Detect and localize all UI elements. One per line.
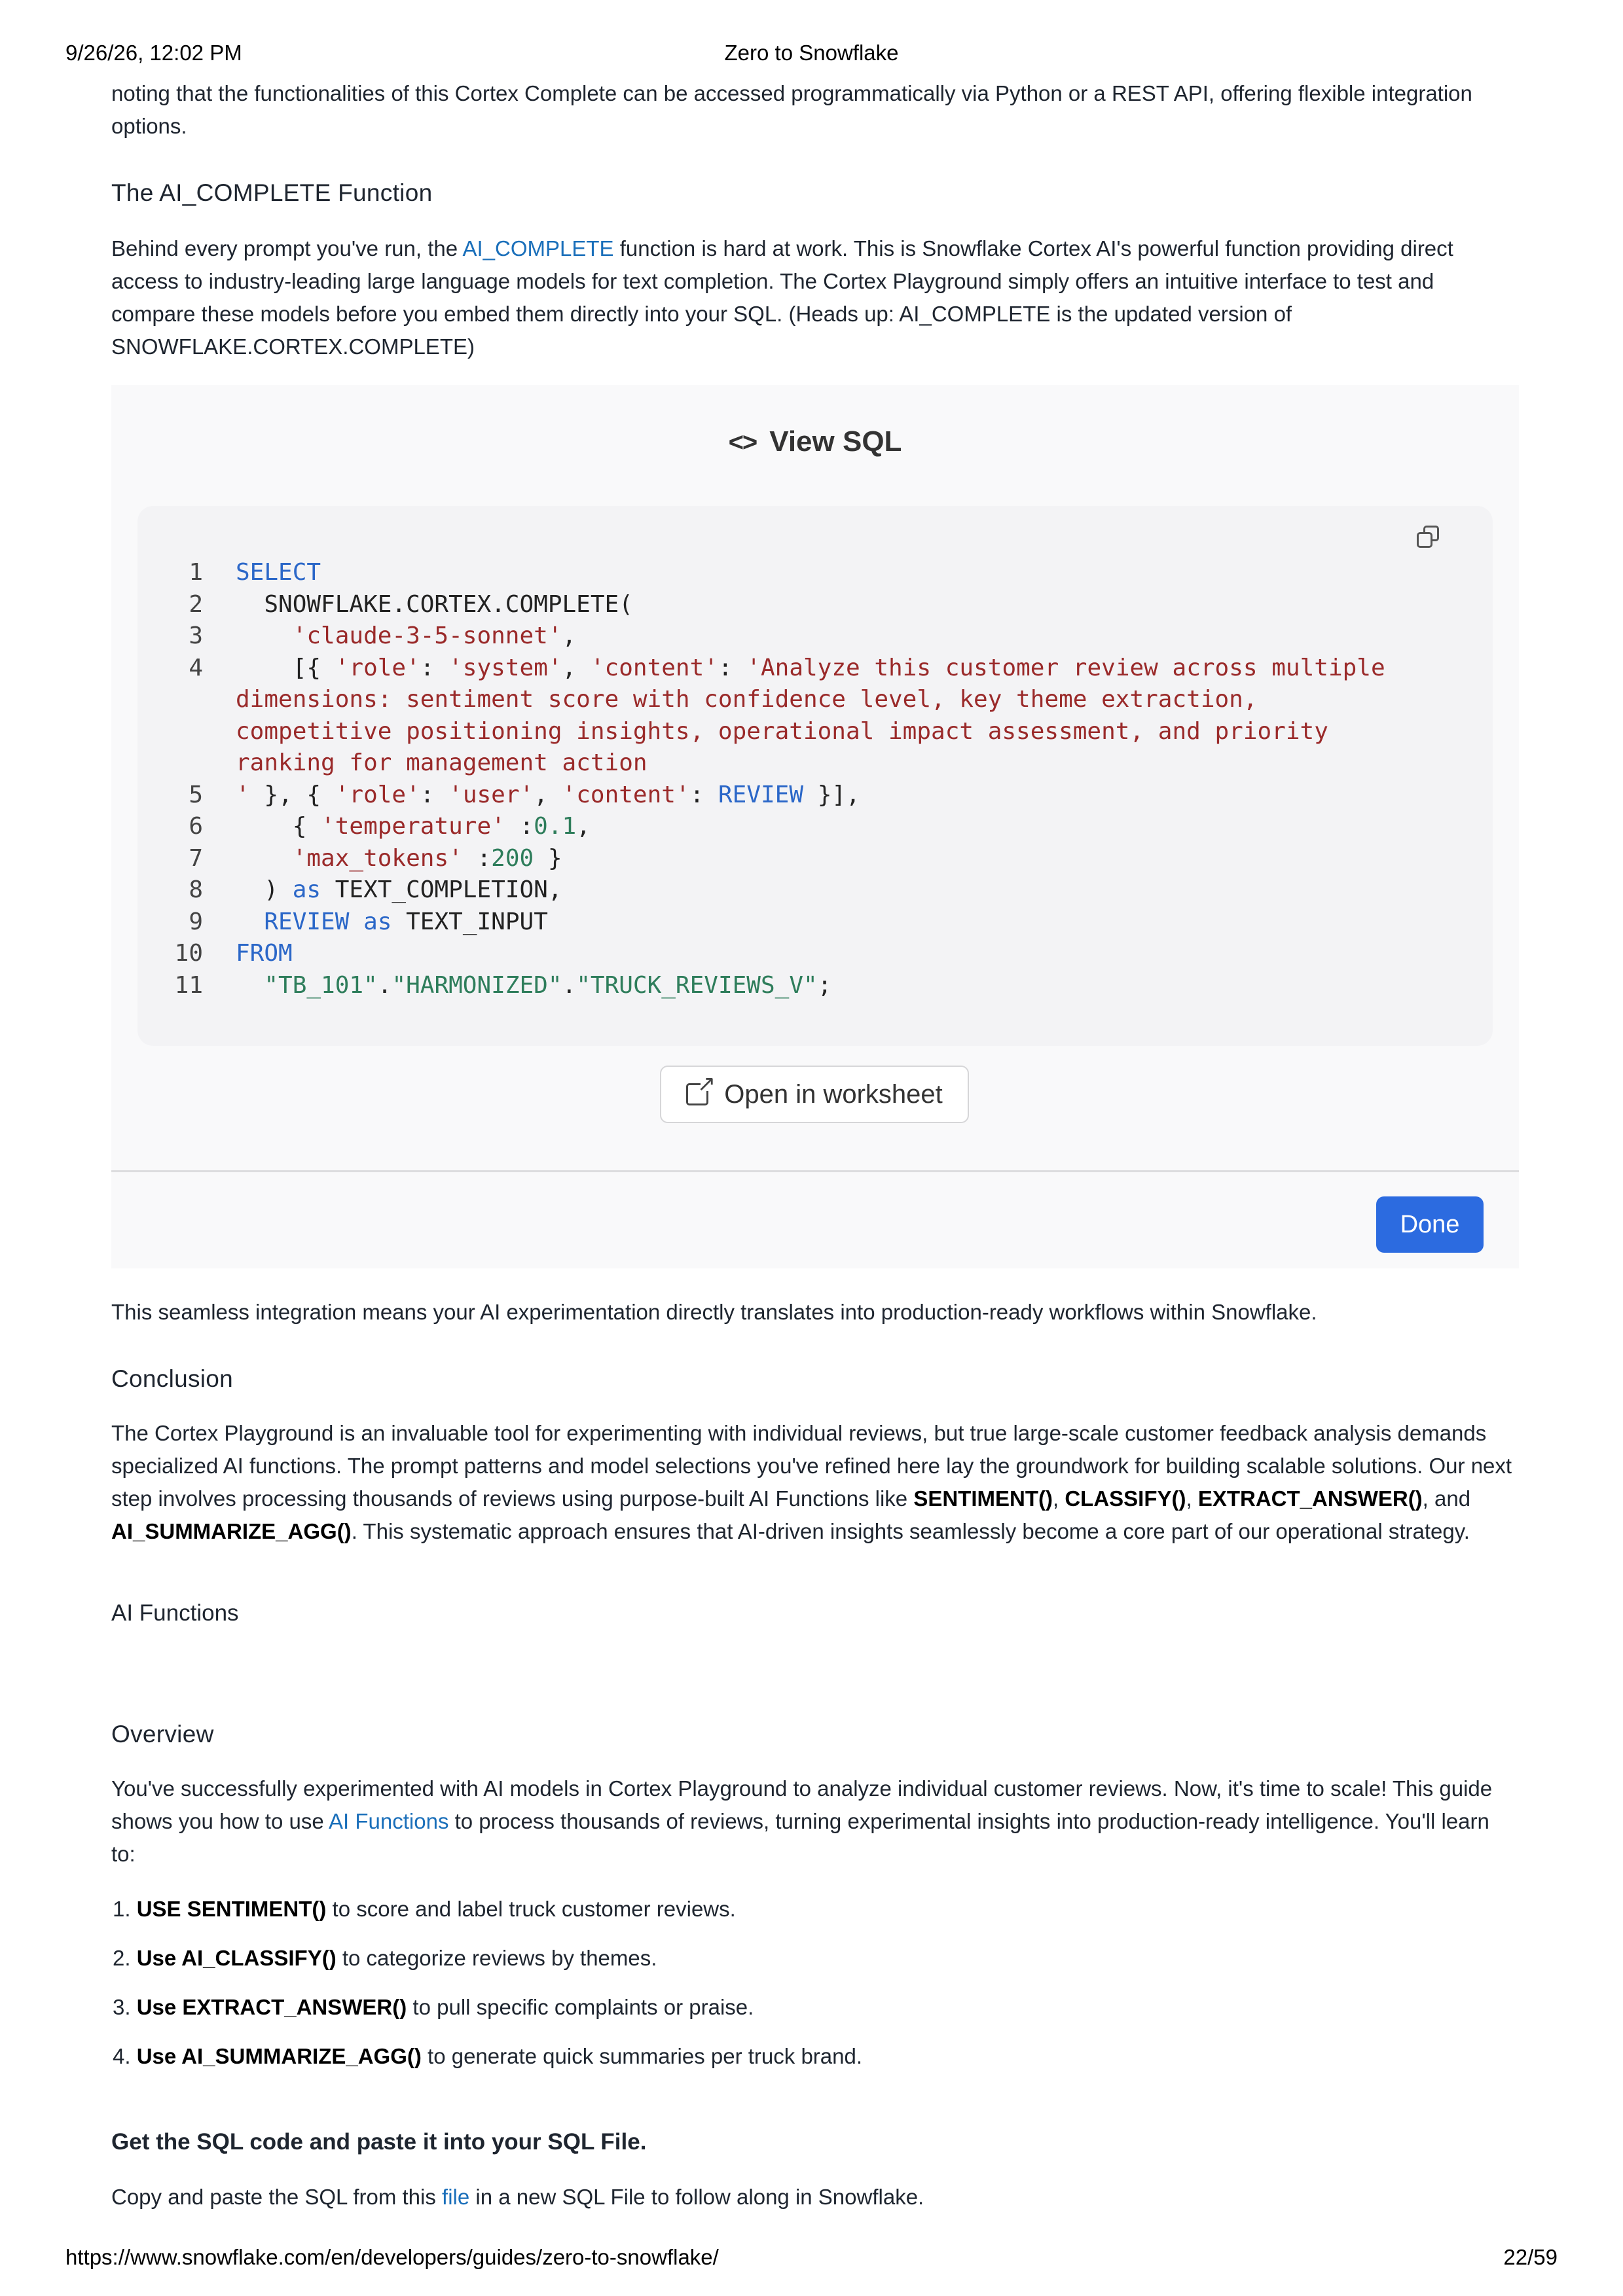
line-number: 6: [189, 813, 203, 840]
ai-functions-link[interactable]: AI Functions: [329, 1809, 449, 1833]
overview-list: [113, 1893, 1520, 2073]
code-token: :: [718, 654, 747, 681]
line-number: 2: [189, 590, 203, 618]
code-token: [236, 908, 264, 935]
list-number: 3.: [113, 1995, 131, 2019]
line-number: 8: [189, 876, 203, 903]
code-token: "HARMONIZED": [392, 971, 562, 999]
code-token: REVIEW: [264, 908, 350, 935]
panel-divider: [111, 1170, 1519, 1172]
code-token: 'Analyze this customer review across multiple: [746, 654, 1385, 681]
intro-line-1: noting that the functionalities of this Cortex Complete can be accessed programmatically via Python or a REST API, offering flexible integration: [111, 81, 1472, 105]
conclusion-text: ,: [1052, 1486, 1065, 1511]
open-in-worksheet-label: Open in worksheet: [724, 1079, 943, 1109]
conclusion-text: specialized AI functions. The prompt patterns and model selections you've refined here lay the groundwork for building scalable solutions. Our next: [111, 1454, 1512, 1478]
code-token: }, {: [264, 781, 335, 808]
list-item: [113, 1893, 1520, 1926]
line-number: 1: [189, 559, 203, 586]
conclusion-bold: EXTRACT_ANSWER(): [1197, 1486, 1423, 1511]
code-token: as: [363, 908, 392, 935]
code-token: 'role': [335, 781, 420, 808]
code-token: ): [236, 876, 293, 903]
list-number: 2.: [113, 1946, 131, 1970]
code-token: :: [420, 654, 449, 681]
list-bold: Use AI_SUMMARIZE_AGG(): [136, 2044, 422, 2068]
conclusion-text: , and: [1422, 1486, 1471, 1511]
code-token: 'role': [335, 654, 420, 681]
code-token: SELECT: [236, 559, 321, 586]
list-text: to categorize reviews by themes.: [336, 1946, 657, 1970]
ai-functions-heading: AI Functions: [111, 1600, 239, 1626]
conclusion-heading: Conclusion: [111, 1365, 234, 1392]
ai-complete-paragraph: [111, 232, 1525, 363]
conclusion-text: ,: [1186, 1486, 1198, 1511]
code-token: "TB_101": [264, 971, 378, 999]
copy-icon[interactable]: [1417, 526, 1440, 549]
code-token: [349, 908, 363, 935]
list-bold: USE SENTIMENT(): [136, 1897, 327, 1921]
code-token: 200: [491, 844, 534, 872]
code-token: TEXT_INPUT: [392, 908, 548, 935]
list-item: [113, 2040, 1520, 2073]
code-token: }],: [803, 781, 860, 808]
open-in-worksheet-button[interactable]: [660, 1066, 969, 1123]
list-text: to score and label truck customer reviews.: [326, 1897, 736, 1921]
code-token: dimensions: sentiment score with confidence level, key theme extraction,: [236, 686, 1258, 713]
external-link-icon: [686, 1083, 708, 1105]
print-datetime: 9/26/26, 12:02 PM: [65, 41, 242, 65]
overview-heading: Overview: [111, 1721, 214, 1748]
list-number: 4.: [113, 2044, 131, 2068]
code-token: 'claude-3-5-sonnet': [236, 622, 562, 649]
code-token: ,: [562, 622, 577, 649]
intro-paragraph: [111, 77, 1519, 143]
ai-complete-text: compare these models before you embed them directly into your SQL. (Heads up: AI_COMPLETE is the updated version of: [111, 302, 1292, 326]
code-token: 'content': [590, 654, 718, 681]
code-token: :: [505, 813, 534, 840]
code-token: 'user': [448, 781, 534, 808]
code-token: :: [462, 844, 492, 872]
print-url: https://www.snowflake.com/en/developers/guides/zero-to-snowflake/: [65, 2245, 719, 2269]
ai-complete-text: function is hard at work. This is Snowflake Cortex AI's powerful function providing direct: [613, 236, 1453, 260]
code-token: :: [420, 781, 449, 808]
code-brackets-icon: <>: [728, 428, 757, 457]
conclusion-bold: CLASSIFY(): [1065, 1486, 1186, 1511]
code-token: ;: [817, 971, 832, 999]
overview-text: to:: [111, 1842, 136, 1866]
list-item: [113, 1942, 1520, 1975]
overview-text: to process thousands of reviews, turning experimental insights into production-ready intelligence. You'll learn: [448, 1809, 1489, 1833]
code-token: [236, 972, 264, 999]
line-number: 5: [189, 781, 203, 808]
line-number: 11: [174, 971, 203, 999]
code-token: {: [236, 813, 321, 840]
print-title: Zero to Snowflake: [724, 41, 899, 65]
list-number: 1.: [113, 1897, 131, 1921]
code-block: [137, 506, 1493, 1046]
get-sql-text: in a new SQL File to follow along in Snowflake.: [469, 2185, 924, 2209]
line-number: 3: [189, 622, 203, 649]
list-bold: Use EXTRACT_ANSWER(): [136, 1995, 407, 2019]
code-token: 0.1: [534, 813, 577, 840]
ai-complete-heading: The AI_COMPLETE Function: [111, 179, 433, 206]
overview-paragraph: [111, 1772, 1525, 1871]
ai-complete-link[interactable]: AI_COMPLETE: [462, 236, 614, 260]
get-sql-heading: Get the SQL code and paste it into your SQL File.: [111, 2129, 647, 2155]
code-token: :: [689, 781, 718, 808]
conclusion-text: step involves processing thousands of reviews using purpose-built AI Functions like: [111, 1486, 914, 1511]
view-sql-title: [111, 425, 1519, 458]
code-token: ,: [534, 781, 562, 808]
code-token: SNOWFLAKE.CORTEX.COMPLETE(: [236, 590, 633, 618]
code-token: }: [534, 844, 562, 872]
print-header: [0, 41, 1623, 69]
code-token: ,: [562, 654, 591, 681]
code-token: competitive positioning insights, operational impact assessment, and priority: [236, 717, 1328, 745]
ai-complete-text: Behind every prompt you've run, the: [111, 236, 463, 260]
list-text: to generate quick summaries per truck brand.: [421, 2044, 863, 2068]
line-number: 4: [189, 654, 203, 681]
code-token: REVIEW: [718, 781, 804, 808]
overview-text: You've successfully experimented with AI models in Cortex Playground to analyze individual customer reviews. Now, it's time to scale! This guide: [111, 1776, 1493, 1801]
print-footer: [0, 2245, 1623, 2274]
code-token: FROM: [236, 940, 293, 967]
view-sql-title-text: View SQL: [769, 425, 902, 457]
line-number: 10: [174, 940, 203, 967]
view-sql-panel: [111, 385, 1519, 1268]
done-button[interactable]: Done: [1376, 1196, 1484, 1253]
code-token: 'max_tokens': [292, 844, 463, 872]
print-page-number: 22/59: [1503, 2245, 1558, 2269]
code-token: "TRUCK_REVIEWS_V": [576, 971, 818, 999]
ai-complete-text: access to industry-leading large language models for text completion. The Cortex Playground simply offers an intuitive interface to test and: [111, 269, 1434, 293]
conclusion-bold: AI_SUMMARIZE_AGG(): [111, 1519, 352, 1543]
list-text: to pull specific complaints or praise.: [407, 1995, 754, 2019]
code-token: as: [292, 876, 321, 903]
conclusion-text: The Cortex Playground is an invaluable tool for experimenting with individual reviews, but true large-scale customer feedback analysis demands: [111, 1421, 1487, 1445]
code-token: .: [562, 971, 577, 999]
list-bold: Use AI_CLASSIFY(): [136, 1946, 337, 1970]
get-sql-paragraph: [111, 2181, 1519, 2214]
line-number: 7: [189, 844, 203, 872]
conclusion-text: . This systematic approach ensures that AI-driven insights seamlessly become a core part of our operational strategy.: [351, 1519, 1470, 1543]
overview-text: shows you how to use: [111, 1809, 329, 1833]
ai-complete-text: SNOWFLAKE.CORTEX.COMPLETE): [111, 334, 475, 359]
code-token: [236, 845, 293, 872]
conclusion-bold: SENTIMENT(): [913, 1486, 1053, 1511]
code-token: TEXT_COMPLETION,: [321, 876, 562, 903]
sql-code: [164, 557, 1385, 1001]
seamless-paragraph: This seamless integration means your AI experimentation directly translates into production-ready workflows within Snowflake.: [111, 1300, 1317, 1324]
code-token: ,: [576, 813, 591, 840]
code-token: 'content': [562, 781, 690, 808]
get-sql-text: Copy and paste the SQL from this: [111, 2185, 443, 2209]
list-item: [113, 1991, 1520, 2024]
code-token: 'system': [448, 654, 562, 681]
code-token: 'temperature': [321, 813, 505, 840]
code-token: [{: [236, 654, 335, 681]
sql-file-link[interactable]: file: [442, 2185, 470, 2209]
conclusion-paragraph: [111, 1417, 1532, 1548]
code-token: ranking for management action: [236, 749, 647, 776]
code-token: ': [236, 781, 264, 808]
code-token: .: [377, 971, 392, 999]
intro-line-2: options.: [111, 114, 187, 138]
line-number: 9: [189, 908, 203, 935]
